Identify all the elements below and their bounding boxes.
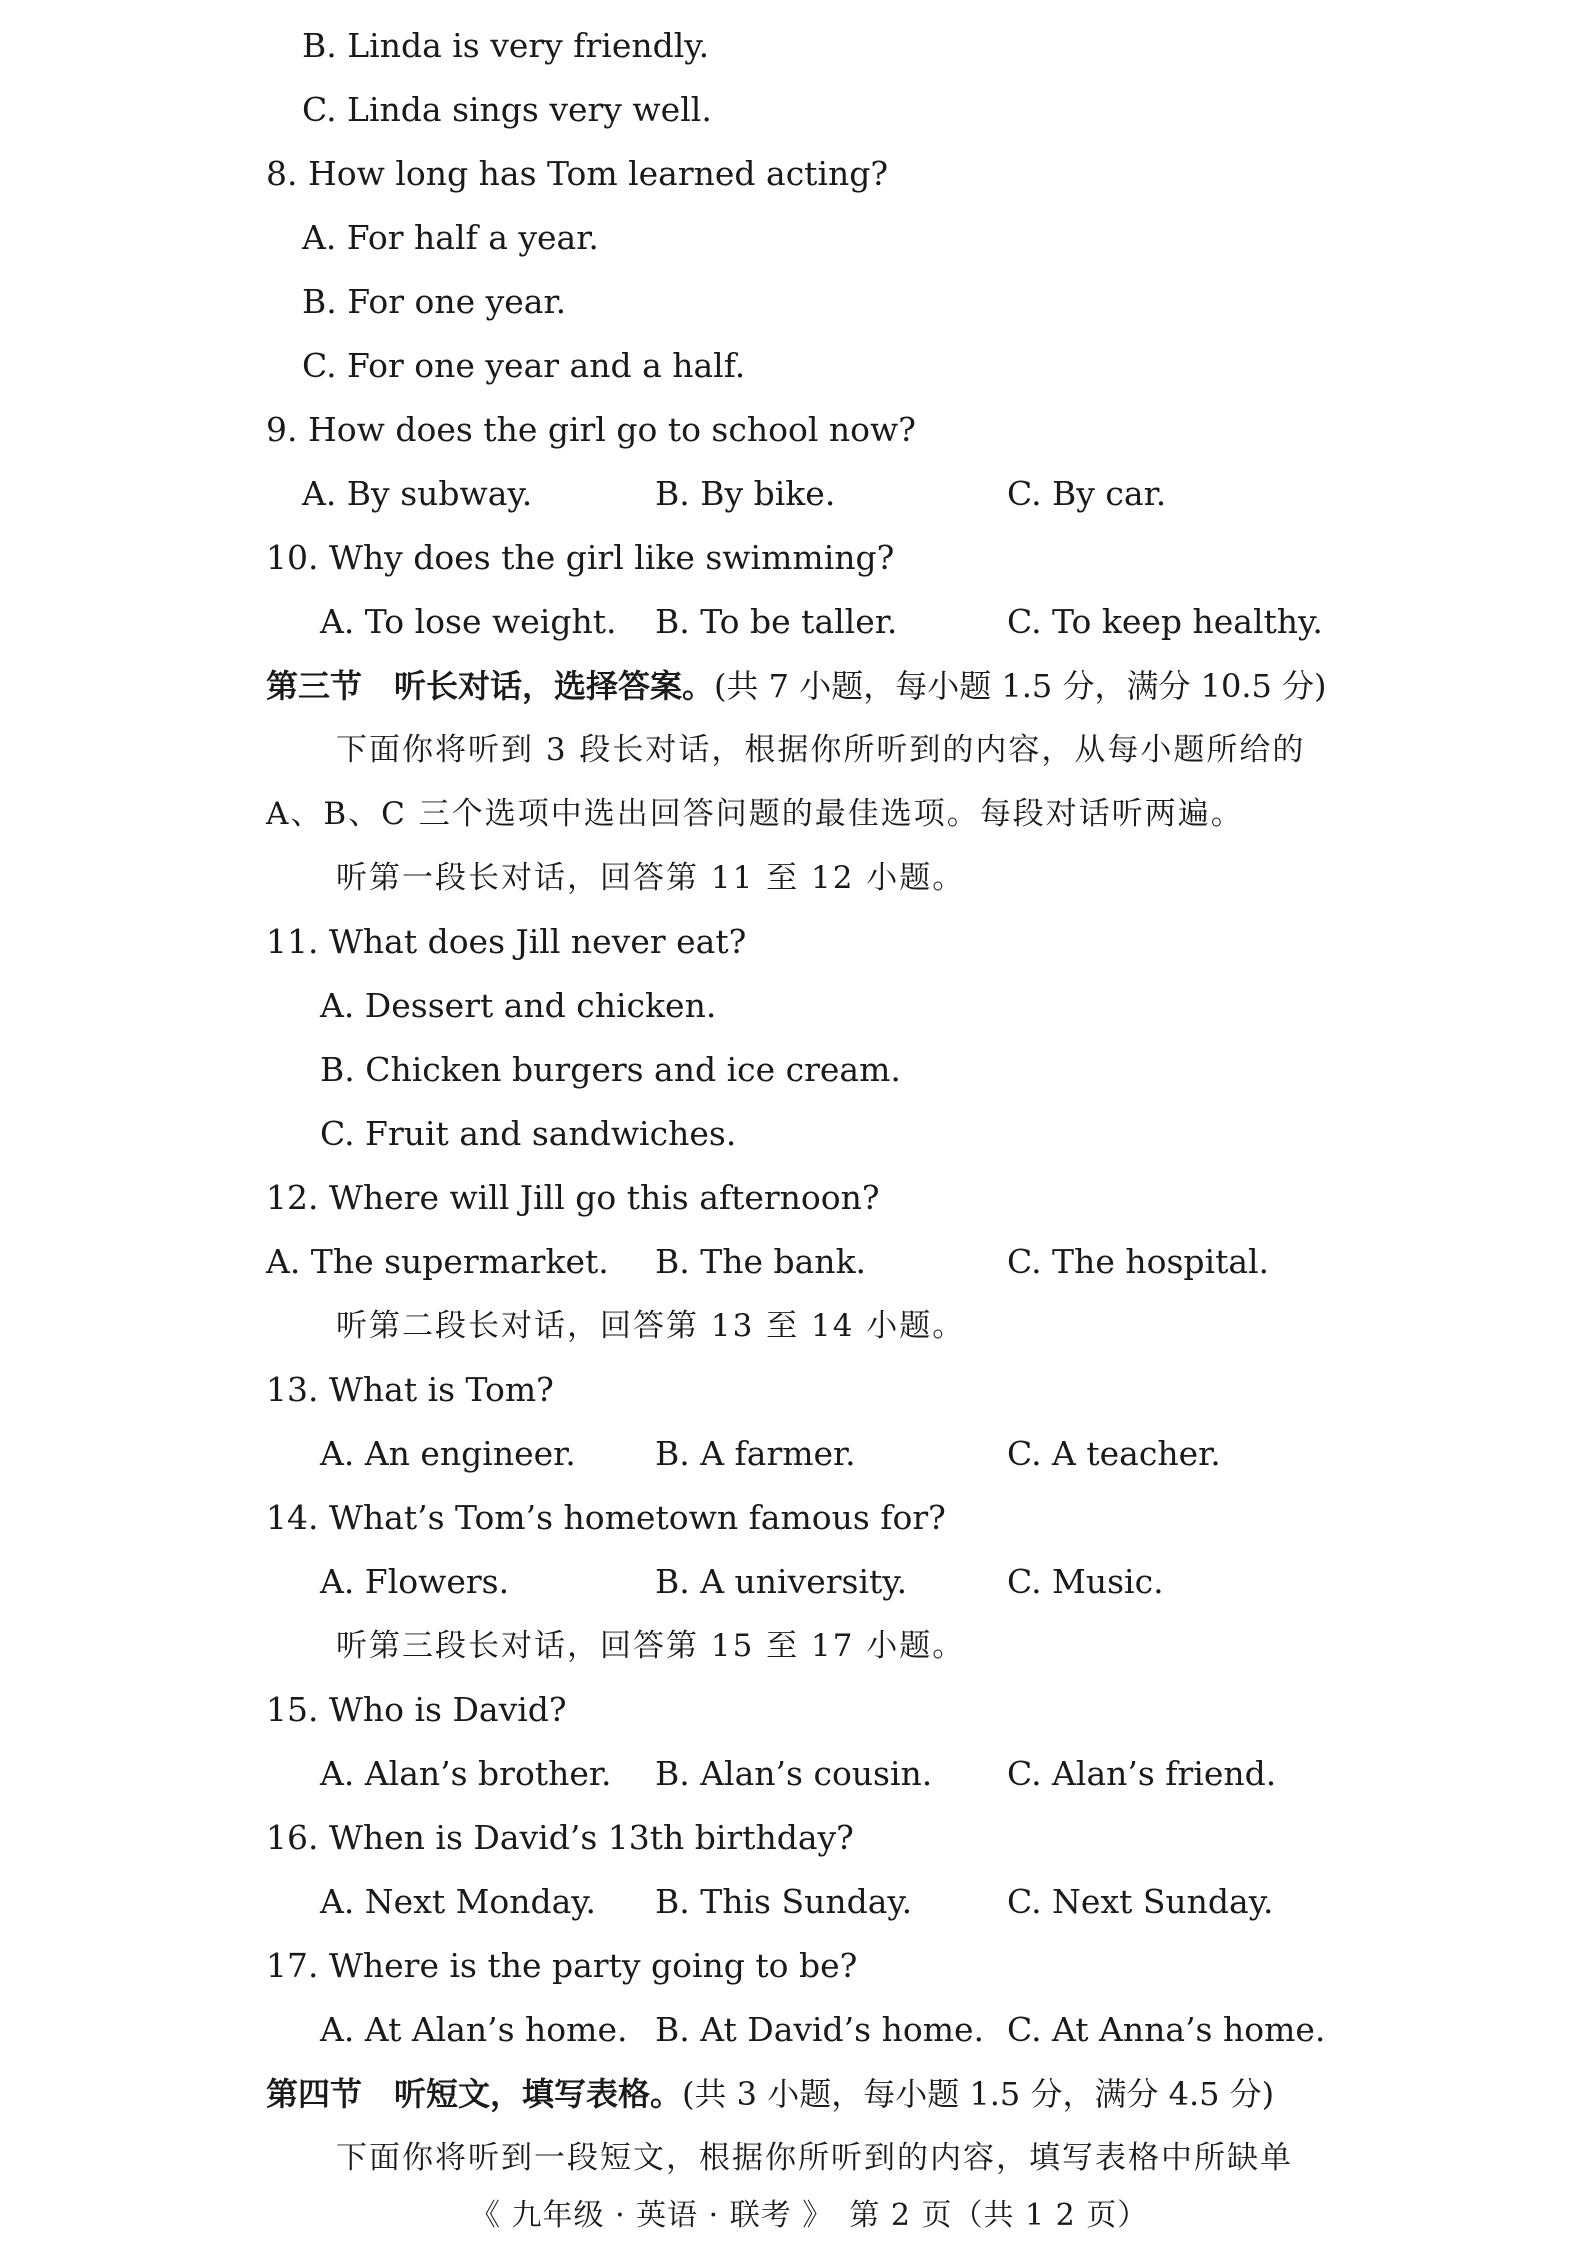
section-4-title: 第四节 听短文，填写表格。 bbox=[266, 2075, 683, 2113]
q10-stem: 10. Why does the girl like swimming? bbox=[266, 538, 895, 577]
conversation-1-intro: 听第一段长对话，回答第 11 至 12 小题。 bbox=[336, 860, 966, 896]
q15-option-c: C. Alan’s friend. bbox=[1007, 1754, 1277, 1793]
q16-stem: 16. When is David’s 13th birthday? bbox=[266, 1818, 854, 1857]
q16-option-a: A. Next Monday. bbox=[320, 1882, 597, 1921]
q10-option-c: C. To keep healthy. bbox=[1007, 602, 1323, 641]
q15-stem: 15. Who is David? bbox=[266, 1690, 567, 1729]
q7-option-b: B. Linda is very friendly. bbox=[302, 26, 710, 65]
q7-option-c: C. Linda sings very well. bbox=[302, 90, 712, 129]
q8-option-a: A. For half a year. bbox=[302, 218, 599, 257]
q11-option-c: C. Fruit and sandwiches. bbox=[320, 1114, 737, 1153]
q8-stem: 8. How long has Tom learned acting? bbox=[266, 154, 889, 193]
q16-option-c: C. Next Sunday. bbox=[1007, 1882, 1274, 1921]
q13-option-a: A. An engineer. bbox=[320, 1434, 576, 1473]
q14-option-b: B. A university. bbox=[655, 1562, 908, 1601]
section-3-instruction-line-1: 下面你将听到 3 段长对话，根据你所听到的内容，从每小题所给的 bbox=[336, 732, 1306, 768]
q15-option-b: B. Alan’s cousin. bbox=[655, 1754, 933, 1793]
q14-option-a: A. Flowers. bbox=[320, 1562, 510, 1601]
q13-option-b: B. A farmer. bbox=[655, 1434, 856, 1473]
section-4-heading bbox=[266, 2074, 1274, 2114]
q16-option-b: B. This Sunday. bbox=[655, 1882, 913, 1921]
q13-stem: 13. What is Tom? bbox=[266, 1370, 554, 1409]
q8-option-b: B. For one year. bbox=[302, 282, 567, 321]
q10-option-a: A. To lose weight. bbox=[320, 602, 617, 641]
q13-option-c: C. A teacher. bbox=[1007, 1434, 1221, 1473]
q17-stem: 17. Where is the party going to be? bbox=[266, 1946, 858, 1985]
section-3-title: 第三节 听长对话，选择答案。 bbox=[266, 667, 715, 705]
q12-option-c: C. The hospital. bbox=[1007, 1242, 1270, 1281]
q11-stem: 11. What does Jill never eat? bbox=[266, 922, 747, 961]
q14-stem: 14. What’s Tom’s hometown famous for? bbox=[266, 1498, 946, 1537]
q17-option-b: B. At David’s home. bbox=[655, 2010, 985, 2049]
conversation-3-intro: 听第三段长对话，回答第 15 至 17 小题。 bbox=[336, 1628, 966, 1664]
section-4-instruction-line-1: 下面你将听到一段短文，根据你所听到的内容，填写表格中所缺单 bbox=[336, 2140, 1293, 2176]
q9-stem: 9. How does the girl go to school now? bbox=[266, 410, 916, 449]
q9-option-a: A. By subway. bbox=[302, 474, 533, 513]
section-3-instruction-line-2: A、B、C 三个选项中选出回答问题的最佳选项。每段对话听两遍。 bbox=[266, 796, 1244, 832]
section-4-score: (共 3 小题，每小题 1.5 分，满分 4.5 分) bbox=[682, 2075, 1275, 2113]
q12-stem: 12. Where will Jill go this afternoon? bbox=[266, 1178, 880, 1217]
q8-option-c: C. For one year and a half. bbox=[302, 346, 746, 385]
q17-option-c: C. At Anna’s home. bbox=[1007, 2010, 1326, 2049]
q15-option-a: A. Alan’s brother. bbox=[320, 1754, 612, 1793]
q9-option-c: C. By car. bbox=[1007, 474, 1167, 513]
section-3-score: (共 7 小题，每小题 1.5 分，满分 10.5 分) bbox=[714, 667, 1327, 705]
q14-option-c: C. Music. bbox=[1007, 1562, 1164, 1601]
q17-option-a: A. At Alan’s home. bbox=[320, 2010, 628, 2049]
q12-option-b: B. The bank. bbox=[655, 1242, 867, 1281]
q10-option-b: B. To be taller. bbox=[655, 602, 898, 641]
section-3-heading bbox=[266, 666, 1327, 706]
conversation-2-intro: 听第二段长对话，回答第 13 至 14 小题。 bbox=[336, 1308, 966, 1344]
q11-option-b: B. Chicken burgers and ice cream. bbox=[320, 1050, 901, 1089]
q9-option-b: B. By bike. bbox=[655, 474, 836, 513]
q12-option-a: A. The supermarket. bbox=[266, 1242, 609, 1281]
page-footer: 《 九年级 · 英语 · 联考 》 第 2 页（共 1 2 页） bbox=[470, 2198, 1149, 2233]
q11-option-a: A. Dessert and chicken. bbox=[320, 986, 717, 1025]
